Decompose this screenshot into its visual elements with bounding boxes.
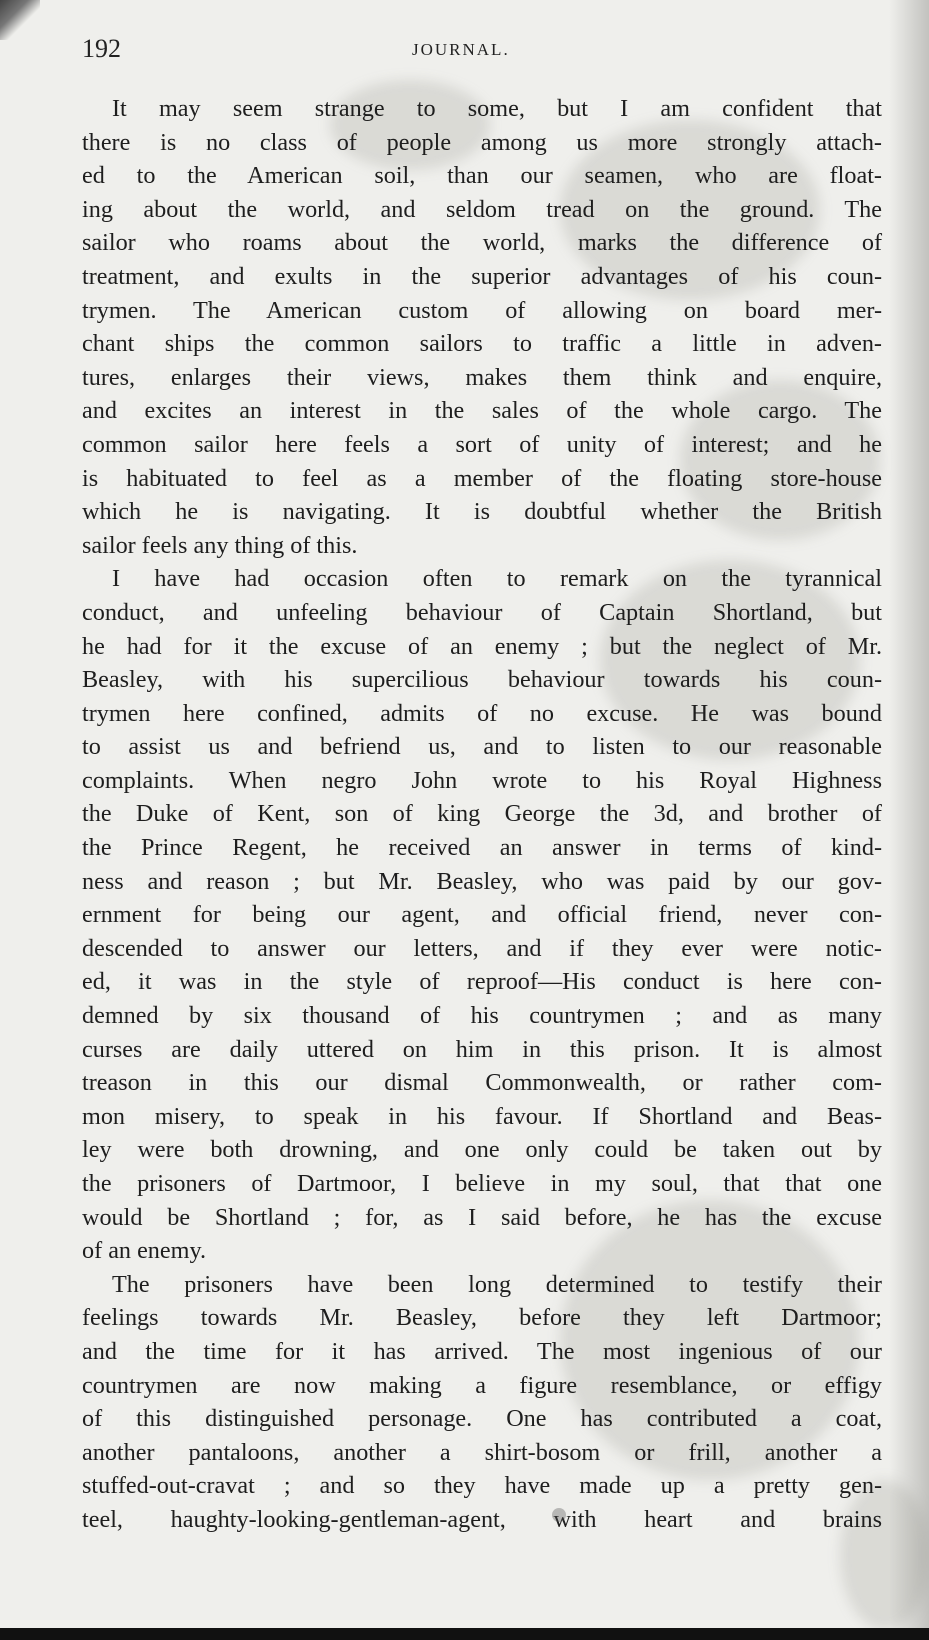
- text-line: complaints. When negro John wrote to his Royal Highness: [82, 766, 882, 794]
- text-line: the Prince Regent, he received an answer in terms of kind-: [82, 834, 882, 862]
- text-line: mon misery, to speak in his favour. If Shortland and Beas-: [82, 1102, 882, 1130]
- text-line: trymen here confined, admits of no excuse. He was bound: [82, 699, 882, 727]
- text-line: The prisoners have been long determined to testify their: [112, 1270, 882, 1298]
- running-head: JOURNAL.: [412, 40, 510, 59]
- text-line: Beasley, with his supercilious behaviour towards his coun-: [82, 666, 882, 694]
- text-line: treason in this our dismal Commonwealth, or rather com-: [82, 1069, 882, 1097]
- text-line: teel, haughty-looking-gentleman-agent, with heart and brains: [82, 1505, 882, 1533]
- text-line: and excites an interest in the sales of the whole cargo. The: [82, 397, 882, 425]
- text-line: stuffed-out-cravat ; and so they have made up a pretty gen-: [82, 1472, 882, 1500]
- page-number: 192: [82, 34, 121, 63]
- scan-bottom-edge: [0, 1628, 929, 1640]
- text-line: there is no class of people among us more strongly attach-: [82, 128, 882, 156]
- text-line: chant ships the common sailors to traffic a little in adven-: [82, 330, 882, 358]
- text-line: another pantaloons, another a shirt-bosom or frill, another a: [82, 1438, 882, 1466]
- text-line: and the time for it has arrived. The most ingenious of our: [82, 1337, 882, 1365]
- text-line: ness and reason ; but Mr. Beasley, who was paid by our gov-: [82, 867, 882, 895]
- text-line: curses are daily uttered on him in this prison. It is almost: [82, 1035, 882, 1063]
- text-line: of this distinguished personage. One has contributed a coat,: [82, 1405, 882, 1433]
- text-line: demned by six thousand of his countrymen ; and as many: [82, 1002, 882, 1030]
- text-line: treatment, and exults in the superior advantages of his coun-: [82, 262, 882, 290]
- text-line: he had for it the excuse of an enemy ; but the neglect of Mr.: [82, 632, 882, 660]
- page-header: [82, 34, 872, 74]
- text-line: feelings towards Mr. Beasley, before they left Dartmoor;: [82, 1304, 882, 1332]
- text-line: common sailor here feels a sort of unity of interest; and he: [82, 430, 882, 458]
- text-line: trymen. The American custom of allowing on board mer-: [82, 296, 882, 324]
- text-line: It may seem strange to some, but I am confident that: [112, 95, 882, 122]
- ink-speck: [552, 1508, 566, 1522]
- text-line: ernment for being our agent, and official friend, never con-: [82, 901, 882, 929]
- text-line: ed, it was in the style of reproof—His conduct is here con-: [82, 968, 882, 996]
- binding-shadow: [889, 0, 929, 1628]
- text-line: ley were both drowning, and one only could be taken out by: [82, 1136, 882, 1164]
- text-line: to assist us and befriend us, and to listen to our reasonable: [82, 733, 882, 761]
- text-line: the prisoners of Dartmoor, I believe in my soul, that that one: [82, 1170, 882, 1197]
- text-line: countrymen are now making a figure resemblance, or effigy: [82, 1371, 882, 1399]
- text-line: ing about the world, and seldom tread on the ground. The: [82, 195, 882, 223]
- text-line: I have had occasion often to remark on the tyrannical: [112, 565, 882, 593]
- text-line: sailor who roams about the world, marks the difference of: [82, 229, 882, 257]
- text-line: the Duke of Kent, son of king George the 3d, and brother of: [82, 800, 882, 828]
- text-line: would be Shortland ; for, as I said before, he has the excuse: [82, 1203, 882, 1231]
- text-line: ed to the American soil, than our seamen, who are float-: [82, 162, 882, 190]
- body-text: [82, 92, 882, 1537]
- text-line: conduct, and unfeeling behaviour of Captain Shortland, but: [82, 598, 882, 626]
- page-corner-shadow: [0, 0, 40, 40]
- text-line: descended to answer our letters, and if they ever were notic-: [82, 934, 882, 962]
- text-line: is habituated to feel as a member of the floating store-house: [82, 464, 882, 492]
- text-line: sailor feels any thing of this.: [82, 531, 358, 559]
- text-line: of an enemy.: [82, 1237, 207, 1265]
- text-line: which he is navigating. It is doubtful whether the British: [82, 498, 882, 526]
- text-line: tures, enlarges their views, makes them think and enquire,: [82, 363, 882, 391]
